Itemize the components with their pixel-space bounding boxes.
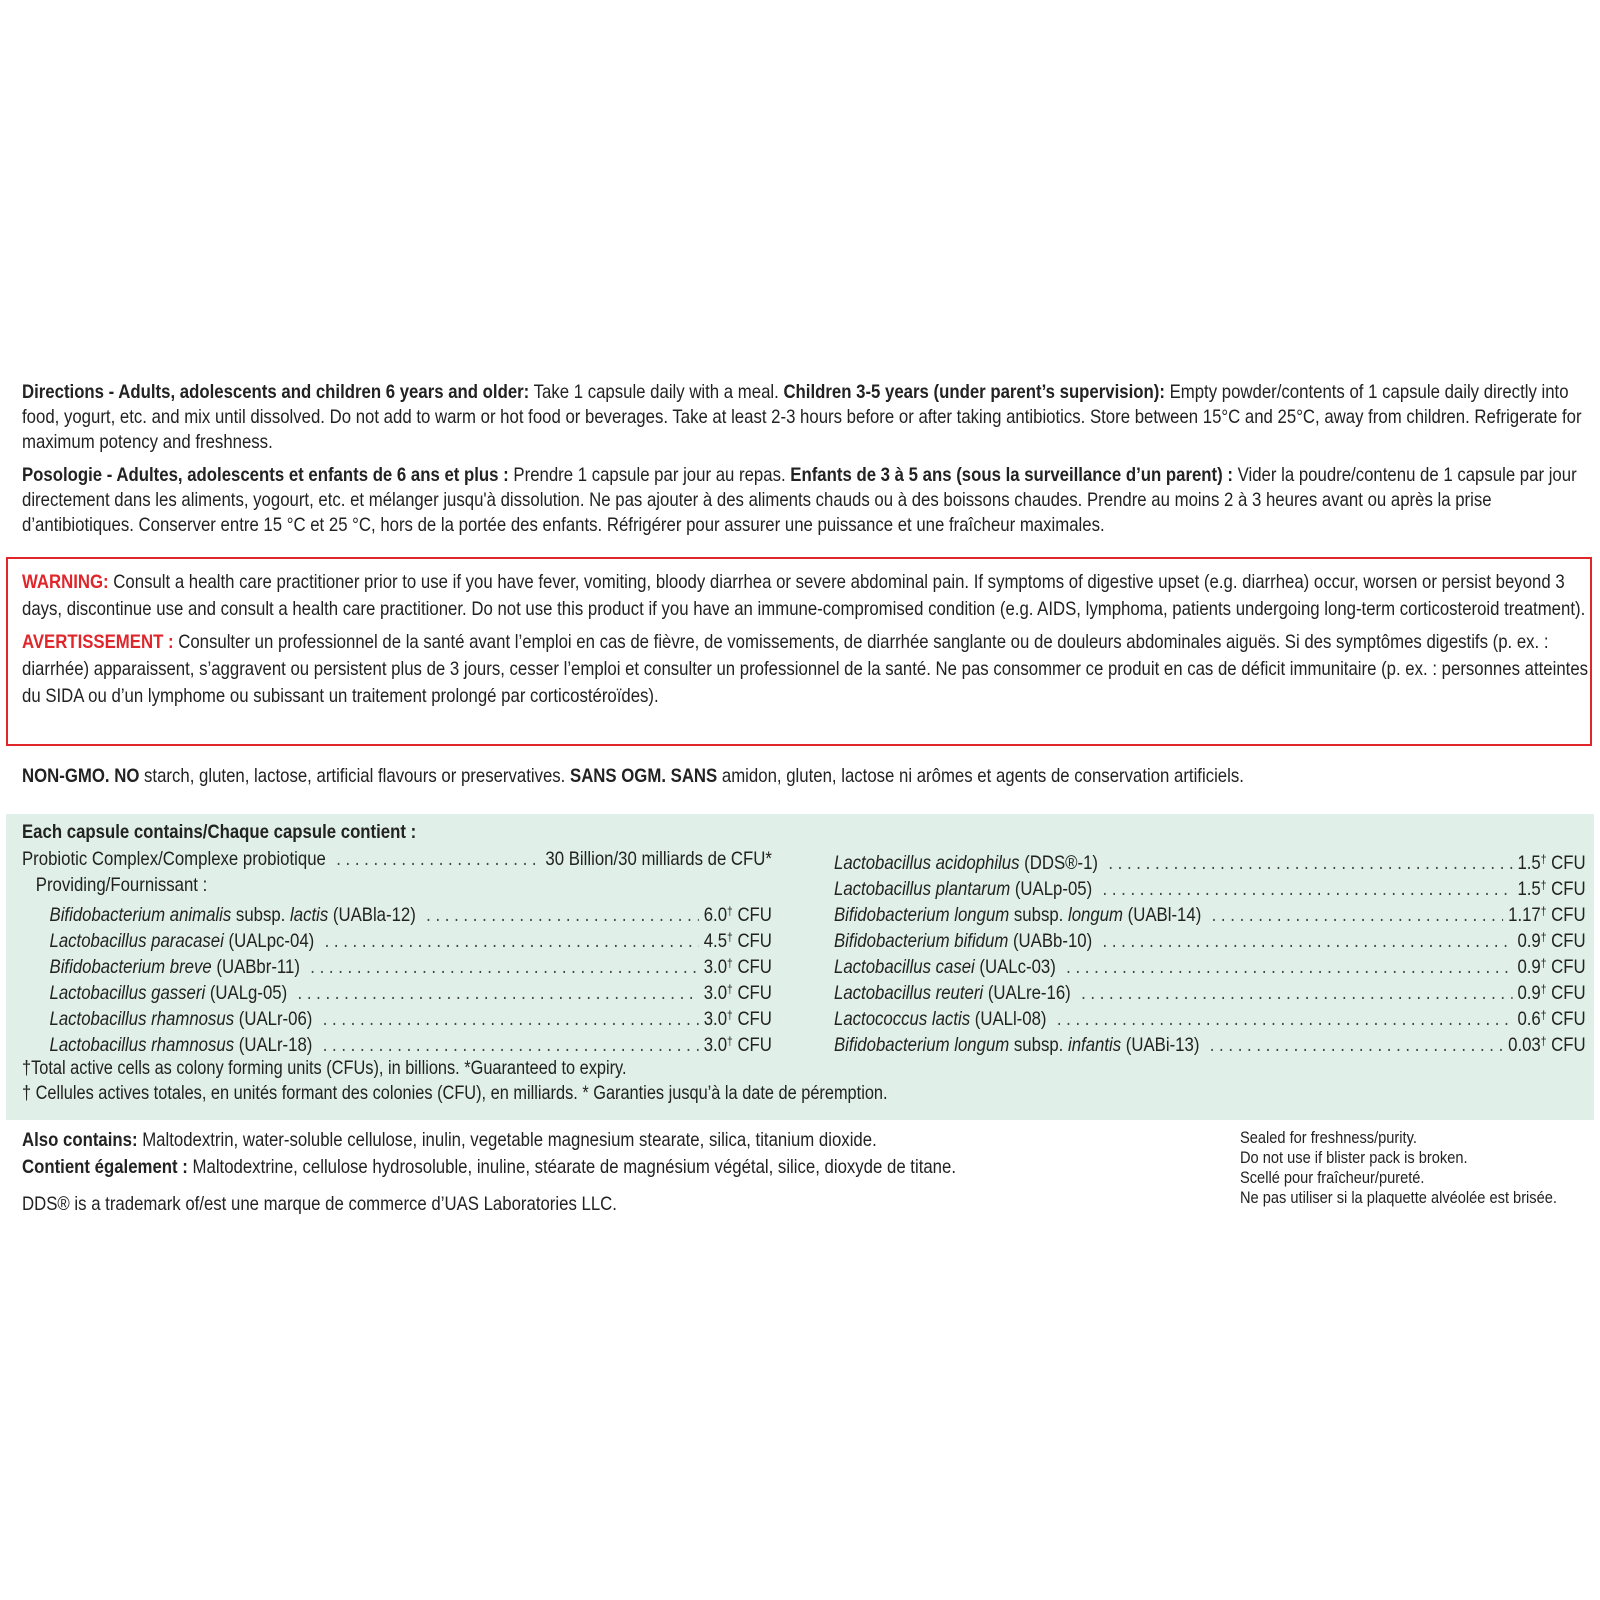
strain-subspecies: lactis — [290, 904, 329, 926]
dagger-mark: † — [1540, 904, 1547, 918]
amount-value: 0.9 — [1517, 930, 1541, 952]
sealed-line: Scellé pour fraîcheur/pureté. — [1240, 1168, 1425, 1187]
amount-unit: CFU — [732, 956, 772, 978]
strain-row — [834, 1028, 1586, 1054]
strain-subsp: subsp. — [1009, 904, 1068, 926]
strain-row — [834, 924, 1586, 950]
strain-row — [22, 950, 772, 976]
directions-text: Prendre 1 capsule par jour au repas. — [508, 464, 791, 486]
dagger-mark: † — [727, 956, 733, 970]
strain-species: Lactococcus lactis — [834, 1008, 971, 1030]
strain-species: Bifidobacterium animalis — [49, 904, 232, 926]
strain-name — [50, 1006, 313, 1032]
warning-text: Consult a health care practitioner prior to use if you have fever, vomiting, bloody diarrhea or severe abdominal pain. If symptoms of digestive upset (e.g. diarrhea) occur, worsen or persist beyond 3 days, discontinue use and consult a health care practitioner. Do not use this product if you have an immune-compromised condition (e.g. AIDS, lymphoma, patients undergoing long-term corticosteroid treatment). — [22, 571, 1586, 620]
left-strain-list — [22, 898, 772, 1054]
right-strain-list — [834, 846, 1586, 1054]
amount-unit: CFU — [1546, 1034, 1586, 1056]
amount-value: 0.9 — [1517, 956, 1541, 978]
strain-species: Lactobacillus gasseri — [49, 982, 206, 1004]
strain-row — [22, 1028, 772, 1054]
strain-name — [834, 902, 1201, 928]
warning-french — [22, 629, 1596, 710]
amount-unit: CFU — [1546, 982, 1586, 1004]
strain-row — [834, 846, 1586, 872]
probiotic-complex-row — [22, 846, 772, 872]
ingredients-left-column — [22, 846, 772, 1054]
sealed-line: Sealed for freshness/purity. — [1240, 1128, 1417, 1147]
contient-text: Maltodextrine, cellulose hydrosoluble, inuline, stéarate de magnésium végétal, silice, dioxyde de titane. — [187, 1156, 957, 1178]
strain-name — [834, 954, 1056, 980]
strain-species: Lactobacillus rhamnosus — [49, 1008, 235, 1030]
also-contains-text: Maltodextrin, water-soluble cellulose, inulin, vegetable magnesium stearate, silica, titanium dioxide. — [137, 1129, 877, 1151]
strain-row — [834, 950, 1586, 976]
strain-code: (UABla-12) — [328, 904, 416, 926]
strain-species: Bifidobacterium longum — [834, 1034, 1010, 1056]
warning-box — [6, 557, 1592, 746]
amount-value: 1.5 — [1517, 878, 1541, 900]
strain-code: (UALr-18) — [234, 1034, 313, 1056]
strain-code: (UABl-14) — [1123, 904, 1202, 926]
strain-name — [834, 876, 1092, 902]
footnote-french: † Cellules actives totales, en unités formant des colonies (CFU), en milliards. * Garanties jusqu’à la date de péremption. — [22, 1083, 888, 1104]
warning-text: Consulter un professionnel de la santé avant l’emploi en cas de fièvre, de vomissements, de diarrhée sanglante ou de douleurs abdominales aiguës. Si des symptômes digestifs (p. ex. : diarrhée) apparaissent, s’aggravent ou persistent plus de 3 jours, cesser l’emploi et consulter un professionnel de la santé. Ne pas consommer ce produit en cas de déficit immunitaire (p. ex. : personnes atteintes du SIDA ou d’un lymphome ou subissant un traitement prolongé par corticostéroïdes). — [22, 631, 1589, 707]
strain-amount — [704, 1028, 772, 1058]
strain-species: Bifidobacterium breve — [49, 956, 212, 978]
panel-footnotes — [22, 1056, 1140, 1106]
dagger-mark: † — [727, 1034, 733, 1048]
strain-name — [834, 980, 1071, 1006]
strain-subsp: subsp. — [231, 904, 291, 926]
strain-name — [50, 954, 300, 980]
dot-leader — [1212, 902, 1503, 928]
directions-english — [22, 380, 1596, 455]
strain-code: (DDS®-1) — [1019, 852, 1099, 874]
complex-label: Probiotic Complex/Complexe probiotique — [22, 848, 326, 870]
amount-unit: CFU — [1546, 930, 1586, 952]
strain-name — [50, 902, 416, 928]
dagger-mark: † — [727, 904, 733, 918]
warning-english — [22, 569, 1596, 623]
dagger-mark: † — [727, 1008, 733, 1022]
strain-row — [22, 898, 772, 924]
strain-name — [834, 928, 1092, 954]
dagger-mark: † — [1540, 956, 1547, 970]
amount-value: 6.0 — [703, 904, 728, 926]
dot-leader — [1103, 928, 1513, 954]
strain-row — [22, 976, 772, 1002]
amount-value: 3.0 — [703, 982, 728, 1004]
dagger-mark: † — [1540, 878, 1547, 892]
dot-leader — [1057, 1006, 1512, 1032]
strain-species: Lactobacillus plantarum — [834, 878, 1011, 900]
footnote-english: †Total active cells as colony forming units (CFUs), in billions. *Guaranteed to expiry. — [22, 1058, 627, 1079]
strain-subspecies: infantis — [1067, 1034, 1122, 1056]
sealed-note — [1240, 1128, 1584, 1208]
amount-value: 4.5 — [703, 930, 728, 952]
providing-label — [22, 872, 772, 898]
strain-row — [834, 872, 1586, 898]
strain-code: (UALre-16) — [983, 982, 1071, 1004]
directions-section — [22, 380, 1596, 546]
strain-name — [834, 1032, 1199, 1058]
strain-row — [22, 924, 772, 950]
directions-heading-fr: Posologie - Adultes, adolescents et enfants de 6 ans et plus : — [22, 464, 509, 486]
dot-leader — [1066, 954, 1512, 980]
dagger-mark: † — [1540, 930, 1547, 944]
also-contains-label: Also contains: — [22, 1129, 138, 1151]
amount-value: 0.9 — [1517, 982, 1541, 1004]
amount-value: 1.17 — [1508, 904, 1541, 926]
amount-unit: CFU — [1546, 904, 1586, 926]
amount-value: 3.0 — [703, 1008, 728, 1030]
amount-value: 3.0 — [703, 956, 728, 978]
strain-subspecies: longum — [1067, 904, 1124, 926]
strain-name — [50, 1032, 313, 1058]
sealed-line: Do not use if blister pack is broken. — [1240, 1148, 1468, 1167]
strain-code: (UALp-05) — [1010, 878, 1093, 900]
dagger-mark: † — [1540, 1008, 1547, 1022]
strain-species: Lactobacillus casei — [834, 956, 975, 978]
amount-unit: CFU — [1546, 852, 1586, 874]
strain-name — [50, 928, 315, 954]
dot-leader — [323, 1006, 699, 1032]
amount-unit: CFU — [732, 1034, 772, 1056]
amount-value: 3.0 — [703, 1034, 728, 1056]
amount-unit: CFU — [1546, 878, 1586, 900]
dot-leader — [310, 954, 698, 980]
strain-species: Lactobacillus paracasei — [49, 930, 224, 952]
strain-name — [834, 850, 1098, 876]
dot-leader — [1081, 980, 1512, 1006]
strain-code: (UALr-06) — [234, 1008, 313, 1030]
directions-text: Take 1 capsule daily with a meal. — [529, 381, 784, 403]
directions-text: Vider la poudre/contenu de 1 capsule par jour directement dans les aliments, yogourt, etc. et mélanger jusqu'à dissolution. Ne pas ajouter à des aliments chauds ou à des boissons chaudes. Prendre au moins 2 à 3 heures avant ou après la prise d’antibiotiques. Conserver entre 15 °C et 25 °C, hors de la portée des enfants. Réfrigérer pour assurer une puissance et une fraîcheur maximales. — [22, 464, 1577, 536]
dot-leader — [1210, 1032, 1503, 1058]
strain-name — [834, 1006, 1047, 1032]
strain-subsp: subsp. — [1009, 1034, 1068, 1056]
strain-code: (UALc-03) — [974, 956, 1056, 978]
amount-unit: CFU — [732, 904, 772, 926]
dagger-mark: † — [1540, 852, 1547, 866]
also-contains-english — [22, 1127, 1226, 1154]
strain-row — [834, 976, 1586, 1002]
providing-text: Providing/Fournissant : — [35, 874, 208, 896]
amount-value: 0.6 — [1517, 1008, 1541, 1030]
amount-value: 1.5 — [1517, 852, 1541, 874]
dagger-mark: † — [727, 930, 733, 944]
dagger-mark: † — [1540, 1034, 1547, 1048]
strain-species: Bifidobacterium longum — [834, 904, 1010, 926]
strain-amount — [1508, 1028, 1586, 1058]
non-gmo-bold: NON-GMO. NO — [22, 765, 140, 787]
strain-code: (UALl-08) — [970, 1008, 1047, 1030]
also-contains-french — [22, 1154, 1226, 1181]
amount-unit: CFU — [1546, 956, 1586, 978]
amount-value: 0.03 — [1508, 1034, 1541, 1056]
strain-species: Bifidobacterium bifidum — [834, 930, 1009, 952]
contient-label: Contient également : — [22, 1156, 188, 1178]
non-gmo-text: starch, gluten, lactose, artificial flavours or preservatives. — [139, 765, 571, 787]
dagger-mark: † — [1540, 982, 1547, 996]
amount-unit: CFU — [732, 930, 772, 952]
dot-leader — [1108, 850, 1512, 876]
strain-code: (UABbr-11) — [211, 956, 300, 978]
strain-row — [22, 1002, 772, 1028]
dot-leader — [298, 980, 699, 1006]
strain-code: (UABi-13) — [1121, 1034, 1200, 1056]
warning-label: WARNING: — [22, 571, 109, 593]
trademark-note: DDS® is a trademark of/est une marque de commerce d’UAS Laboratories LLC. — [22, 1193, 617, 1215]
dot-leader — [325, 928, 699, 954]
dot-leader — [323, 1032, 699, 1058]
dot-leader — [336, 846, 540, 872]
sans-ogm-bold: SANS OGM. SANS — [570, 765, 718, 787]
children-heading-fr: Enfants de 3 à 5 ans (sous la surveillance d’un parent) : — [790, 464, 1233, 486]
sealed-line: Ne pas utiliser si la plaquette alvéolée est brisée. — [1240, 1188, 1557, 1207]
strain-species: Lactobacillus rhamnosus — [49, 1034, 235, 1056]
directions-french — [22, 463, 1596, 538]
children-heading-en: Children 3-5 years (under parent’s supervision): — [783, 381, 1165, 403]
amount-unit: CFU — [732, 1008, 772, 1030]
complex-value: 30 Billion/30 milliards de CFU* — [545, 848, 772, 870]
non-gmo-statement — [22, 764, 1596, 789]
dot-leader — [1103, 876, 1513, 902]
amount-unit: CFU — [1546, 1008, 1586, 1030]
directions-text: Empty powder/contents of 1 capsule daily directly into food, yogurt, etc. and mix until dissolved. Do not add to warm or hot food or beverages. Take at least 2-3 hours before or after taking antibiotics. Store between 15°C and 25°C, away from children. Refrigerate for maximum potency and freshness. — [22, 381, 1582, 453]
amount-unit: CFU — [732, 982, 772, 1004]
strain-species: Lactobacillus reuteri — [834, 982, 984, 1004]
strain-code: (UALpc-04) — [223, 930, 315, 952]
strain-name — [50, 980, 288, 1006]
directions-heading-en: Directions - Adults, adolescents and children 6 years and older: — [22, 381, 530, 403]
dagger-mark: † — [727, 982, 733, 996]
panel-heading: Each capsule contains/Chaque capsule contient : — [22, 821, 417, 843]
strain-row — [834, 1002, 1586, 1028]
avertissement-label: AVERTISSEMENT : — [22, 631, 174, 653]
strain-code: (UABb-10) — [1008, 930, 1093, 952]
medicinal-ingredients-panel — [6, 814, 1594, 1120]
sans-ogm-text: amidon, gluten, lactose ni arômes et agents de conservation artificiels. — [717, 765, 1244, 787]
strain-species: Lactobacillus acidophilus — [834, 852, 1020, 874]
dot-leader — [426, 902, 698, 928]
strain-code: (UALg-05) — [205, 982, 288, 1004]
ingredients-right-column — [834, 846, 1586, 1054]
non-medicinal-ingredients — [22, 1127, 1226, 1181]
